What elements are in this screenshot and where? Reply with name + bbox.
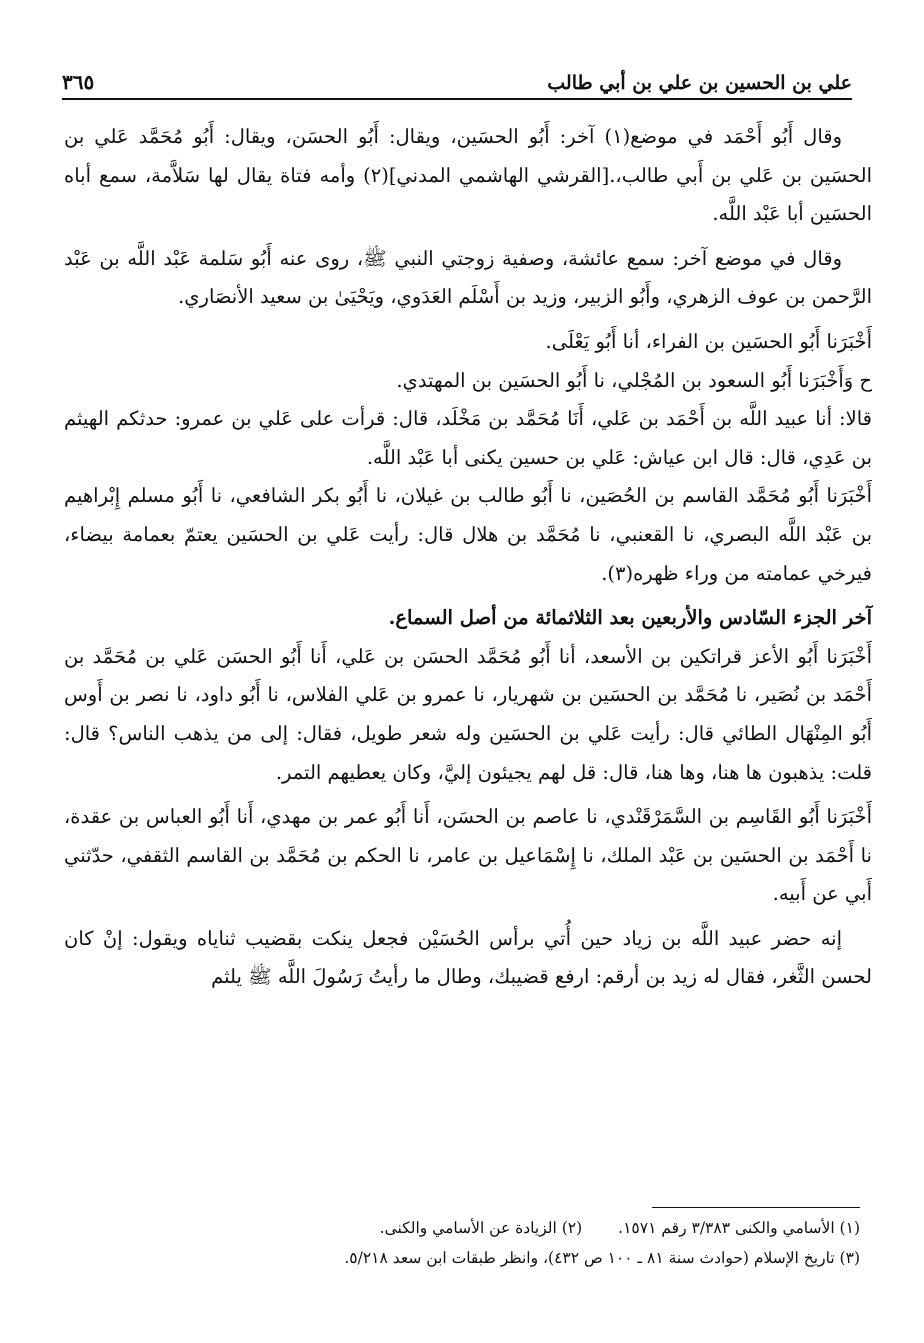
paragraph: قالا: أنا عبيد اللَّه بن أَحْمَد بن عَلي، أَنَا مُحَمَّد بن مَخْلَد، قال: قرأت على عَلي بن عمرو: حدثكم الهيثم بن عَدِي، قال: قال ابن عياش: عَلي بن حسين يكنى أبا عَبْد اللَّه.: [64, 407, 872, 469]
footnote-row: [64, 1243, 860, 1273]
paragraph: وقال أَبُو أَحْمَد في موضع(١) آخر: أَبُو الحسَين، ويقال: أَبُو الحسَن، ويقال: أَبُو مُحَمَّد عَلي بن الحسَين بن عَلي بن أَبي طالب،.[القرشي الهاشمي المدني](٢) وأمه فتاة يقال لها سَلاَّمة، سمع أباه الحسَين أبا عَبْد اللَّه.: [64, 125, 873, 226]
paragraph: إنه حضر عبيد اللَّه بن زياد حين أُتي برأس الحُسَيْن فجعل ينكت بقضيب ثناياه ويقول: إنْ كان لحسن الثَّغر، فقال له زيد بن أرقم: ارفع قضيبك، وطال ما رأيتُ رَسُولَ اللَّه ﷺ يلثم: [64, 926, 872, 989]
footnotes: [64, 1213, 860, 1273]
footnote-row: [64, 1213, 860, 1243]
section-end-note: آخر الجزء السّادس والأربعين بعد الثلاثمائة من أصل السماع.: [388, 606, 872, 630]
paragraph: ح وَأَخْبَرَنا أَبُو السعود بن المُجْلي، نا أَبُو الحسَين بن المهتدي.: [396, 368, 872, 392]
paragraph: أَخْبَرَنا أَبُو مُحَمَّد القاسم بن الحُصَين، نا أَبُو طالب بن غيلان، نا أَبُو بكر الشافعي، نا أَبُو مسلم إِبْراهيم بن عَبْد اللَّه البصري، نا القعنبي، نا مُحَمَّد بن هلال قال: رأيت عَلي بن الحسَين يعتمّ بعمامة بيضاء، فيرخي عمامته من وراء ظهره(٣).: [64, 484, 872, 585]
paragraph: أَخْبَرَنا أَبُو الأعز قراتكين بن الأسعد، أنا أَبُو مُحَمَّد الحسَن بن عَلي، أَنا أَبُو الحسَن عَلي بن مُحَمَّد بن أَحْمَد بن نُصَير، نا مُحَمَّد بن الحسَين بن شهريار، نا عمرو بن عَلي الفلاس، نا أَبُو داود، نا نصر بن أَوس أَبُو المِنْهَال الطائي قال: رأيت عَلي بن الحسَين وله شعر طويل، فقال: إلى من يذهب الناس؟ قال: قلت: يذهبون ها هنا، وها هنا، قال: قل لهم يجيئون إليَّ، وكان يعطيهم التمر.: [64, 644, 872, 784]
footnote-2: (٢) الزيادة عن الأسامي والكنى.: [379, 1219, 583, 1237]
page-header: [62, 58, 852, 100]
paragraph: أَخْبَرَنا أَبُو الحسَين بن الفراء، أنا أَبُو يَعْلَى.: [545, 329, 872, 353]
footnote-3: (٣) تاريخ الإسلام (حوادث سنة ٨١ ـ ١٠٠ ص ٤٣٢)، وانظر طبقات ابن سعد ٥/٢١٨.: [344, 1249, 860, 1267]
main-text: [64, 118, 872, 997]
page-number: ٣٦٥: [62, 70, 95, 94]
footnote-divider: [652, 1207, 860, 1208]
footnote-1: (١) الأسامي والكنى ٣/٣٨٣ رقم ١٥٧١.: [618, 1219, 860, 1237]
running-title: علي بن الحسين بن علي بن أبي طالب: [547, 72, 852, 94]
paragraph: أَخْبَرَنا أَبُو القَاسِم بن السَّمَرْقَنْدي، نا عاصم بن الحسَن، أَنا أَبُو عمر بن مهدي، أَنا أَبُو العباس بن عقدة، نا أَحْمَد بن الحسَين بن عَبْد الملك، نا إِسْمَاعيل بن عامر، نا الحكم بن مُحَمَّد بن القاسم الثقفي، حدّثني أَبي عن أَبيه.: [64, 805, 872, 906]
paragraph: وقال في موضع آخر: سمع عائشة، وصفية زوجتي النبي ﷺ، روى عنه أَبُو سَلمة عَبْد اللَّه بن عَبْد الرَّحمن بن عوف الزهري، وأَبُو الزبير، وزيد بن أَسْلَم العَدَوي، ويَحْيَىٰ بن سعيد الأنصَاري.: [64, 246, 872, 309]
